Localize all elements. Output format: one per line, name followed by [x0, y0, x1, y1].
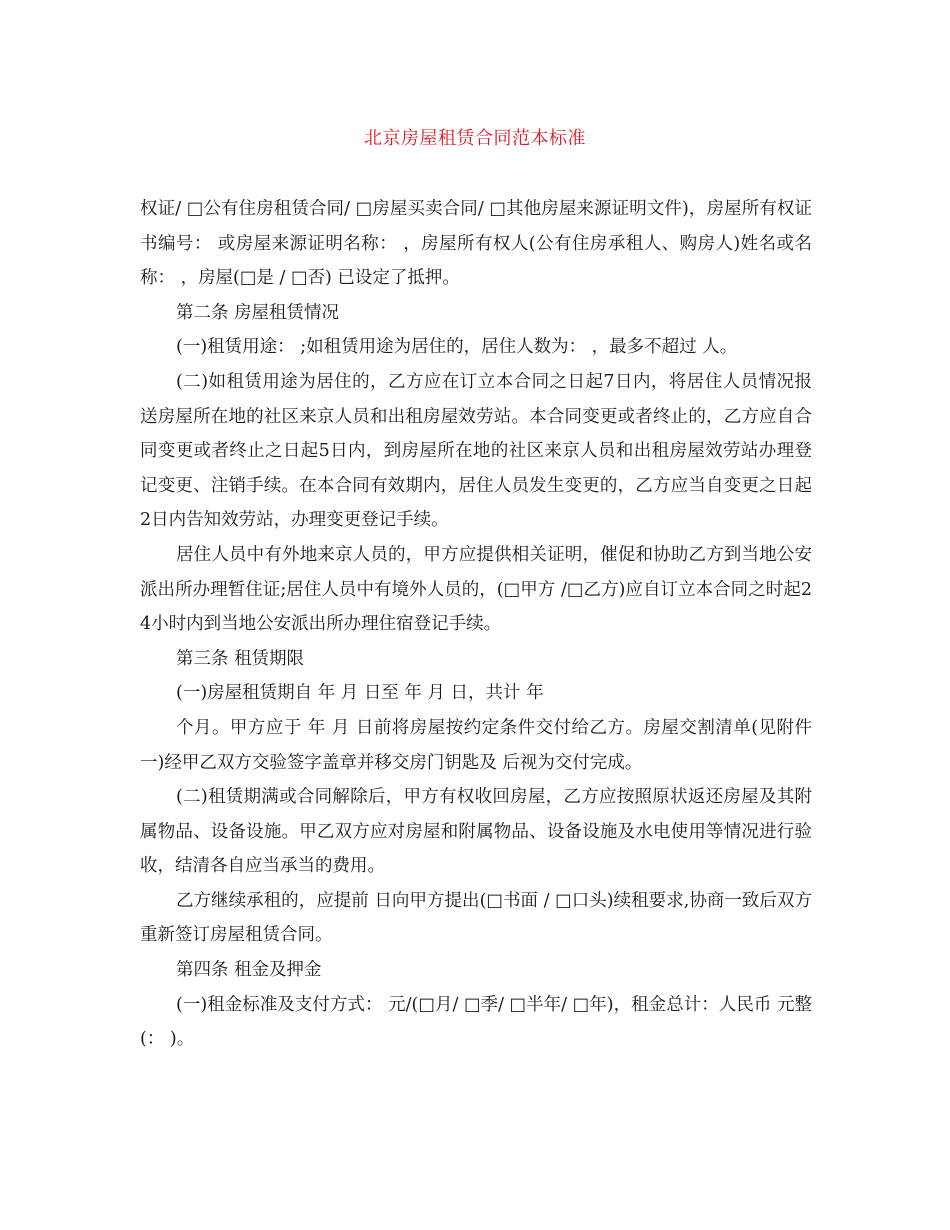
- document-body: [140, 192, 812, 1057]
- heading-article-3: 第三条 租赁期限: [176, 648, 305, 669]
- paragraph-handover: 个月。甲方应于 年 月 日前将房屋按约定条件交付给乙方。房屋交割清单(见附件一)经甲乙双方交验签字盖章并移交房门钥匙及 后视为交付完成。: [140, 717, 812, 773]
- paragraph-resident-registration: (二)如租赁用途为居住的，乙方应在订立本合同之日起7日内，将居住人员情况报送房屋所在地的社区来京人员和出租房屋效劳站。本合同变更或者终止的，乙方应自合同变更或者终止之日起5日内，到房屋所在地的社区来京人员和出租房屋效劳站办理登记变更、注销手续。在本合同有效期内，居住人员发生变更的，乙方应当自变更之日起2日内告知效劳站，办理变更登记手续。: [140, 371, 812, 531]
- heading-article-4: 第四条 租金及押金: [176, 960, 322, 981]
- heading-article-2: 第二条 房屋租赁情况: [176, 302, 340, 323]
- paragraph-rent-standard: (一)租金标准及支付方式： 元/(□月/ □季/ □半年/ □年)，租金总计：人民币 元整(： )。: [140, 994, 812, 1050]
- document-title: 北京房屋租赁合同范本标准: [364, 128, 586, 149]
- paragraph-nonlocal-residents: 居住人员中有外地来京人员的，甲方应提供相关证明，催促和协助乙方到当地公安派出所办理暂住证;居住人员中有境外人员的，(□甲方 /□乙方)应自订立本合同之时起24小时内到当地公安派出所办理住宿登记手续。: [140, 544, 812, 635]
- paragraph-lease-renewal: 乙方继续承租的，应提前 日向甲方提出(□书面 / □口头)续租要求,协商一致后双方重新签订房屋租赁合同。: [140, 890, 812, 946]
- paragraph-lease-expiry: (二)租赁期满或合同解除后，甲方有权收回房屋，乙方应按照原状返还房屋及其附属物品、设备设施。甲乙双方应对房屋和附属物品、设备设施及水电使用等情况进行验收，结清各自应当承当的费用。: [140, 787, 812, 877]
- paragraph-property-certificate: 权证/ □公有住房租赁合同/ □房屋买卖合同/ □其他房屋来源证明文件)，房屋所有权证书编号： 或房屋来源证明名称： ，房屋所有权人(公有住房承租人、购房人)姓名或名称： ，房屋(□是 / □否) 已设定了抵押。: [140, 199, 812, 289]
- paragraph-lease-period: (一)房屋租赁期自 年 月 日至 年 月 日，共计 年: [176, 683, 544, 704]
- paragraph-lease-purpose: (一)租赁用途： ;如租赁用途为居住的，居住人数为： ，最多不超过 人。: [176, 337, 738, 358]
